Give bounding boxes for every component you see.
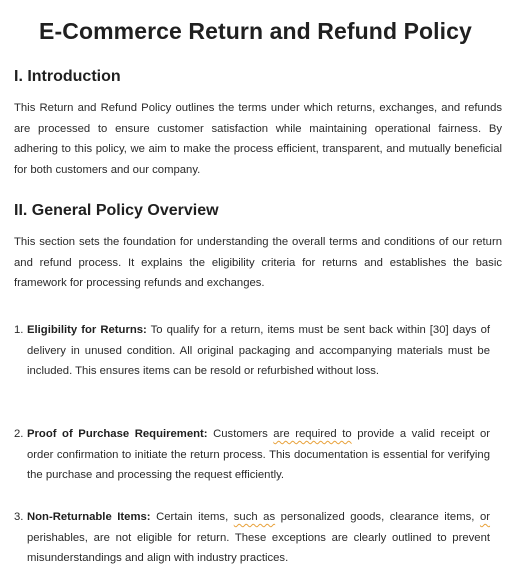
grammar-suggestion-underline[interactable]: such as (233, 511, 276, 523)
list-item-text: provide a valid receipt or order confirmation to initiate the return process. This documentation is essential for verifying the purchase and processing the request efficiently. (27, 428, 490, 481)
list-item-number: 1. (14, 324, 24, 336)
list-item-eligibility (14, 320, 490, 382)
list-item-non-returnable (14, 507, 490, 569)
grammar-suggestion-underline[interactable]: or (479, 511, 491, 523)
list-item-body (27, 320, 490, 382)
general-policy-paragraph: This section sets the foundation for understanding the overall terms and conditions of our return and refund process. It explains the eligibility criteria for returns and establishes the basic framework for processing refunds and exchanges. (14, 236, 502, 289)
document-title: E-Commerce Return and Refund Policy (39, 18, 472, 44)
list-item-proof-of-purchase (14, 424, 490, 486)
grammar-suggestion-underline[interactable]: are required to (273, 428, 352, 440)
list-item-text: Customers (207, 428, 274, 440)
list-item-label: Eligibility for Returns: (27, 324, 147, 336)
list-item-body (27, 424, 490, 486)
list-item-number: 3. (14, 511, 24, 523)
list-item-label: Proof of Purchase Requirement: (27, 428, 208, 440)
list-item-text: perishables, are not eligible for return. These exceptions are clearly outlined to prevent misunderstandings and align with industry practices. (27, 531, 490, 564)
list-item-text: To qualify for a return, items must be sent back within [30] days of delivery in unused condition. All original packaging and accompanying materials must be included. This ensures items can be resold or refurbished without loss. (27, 324, 490, 377)
list-item-text: personalized goods, clearance items, (275, 511, 480, 523)
list-item-label: Non-Returnable Items: (27, 511, 151, 523)
list-item-text: Certain items, (150, 511, 234, 523)
list-item-number: 2. (14, 428, 24, 440)
list-item-body (27, 507, 490, 569)
introduction-paragraph: This Return and Refund Policy outlines the terms under which returns, exchanges, and refunds are processed to ensure customer satisfaction while maintaining operational fairness. By adhering to this policy, we aim to make the process efficient, transparent, and mutually beneficial for both customers and our company. (14, 102, 502, 176)
section-heading-introduction: I. Introduction (14, 68, 121, 85)
section-heading-general-policy: II. General Policy Overview (14, 202, 219, 219)
